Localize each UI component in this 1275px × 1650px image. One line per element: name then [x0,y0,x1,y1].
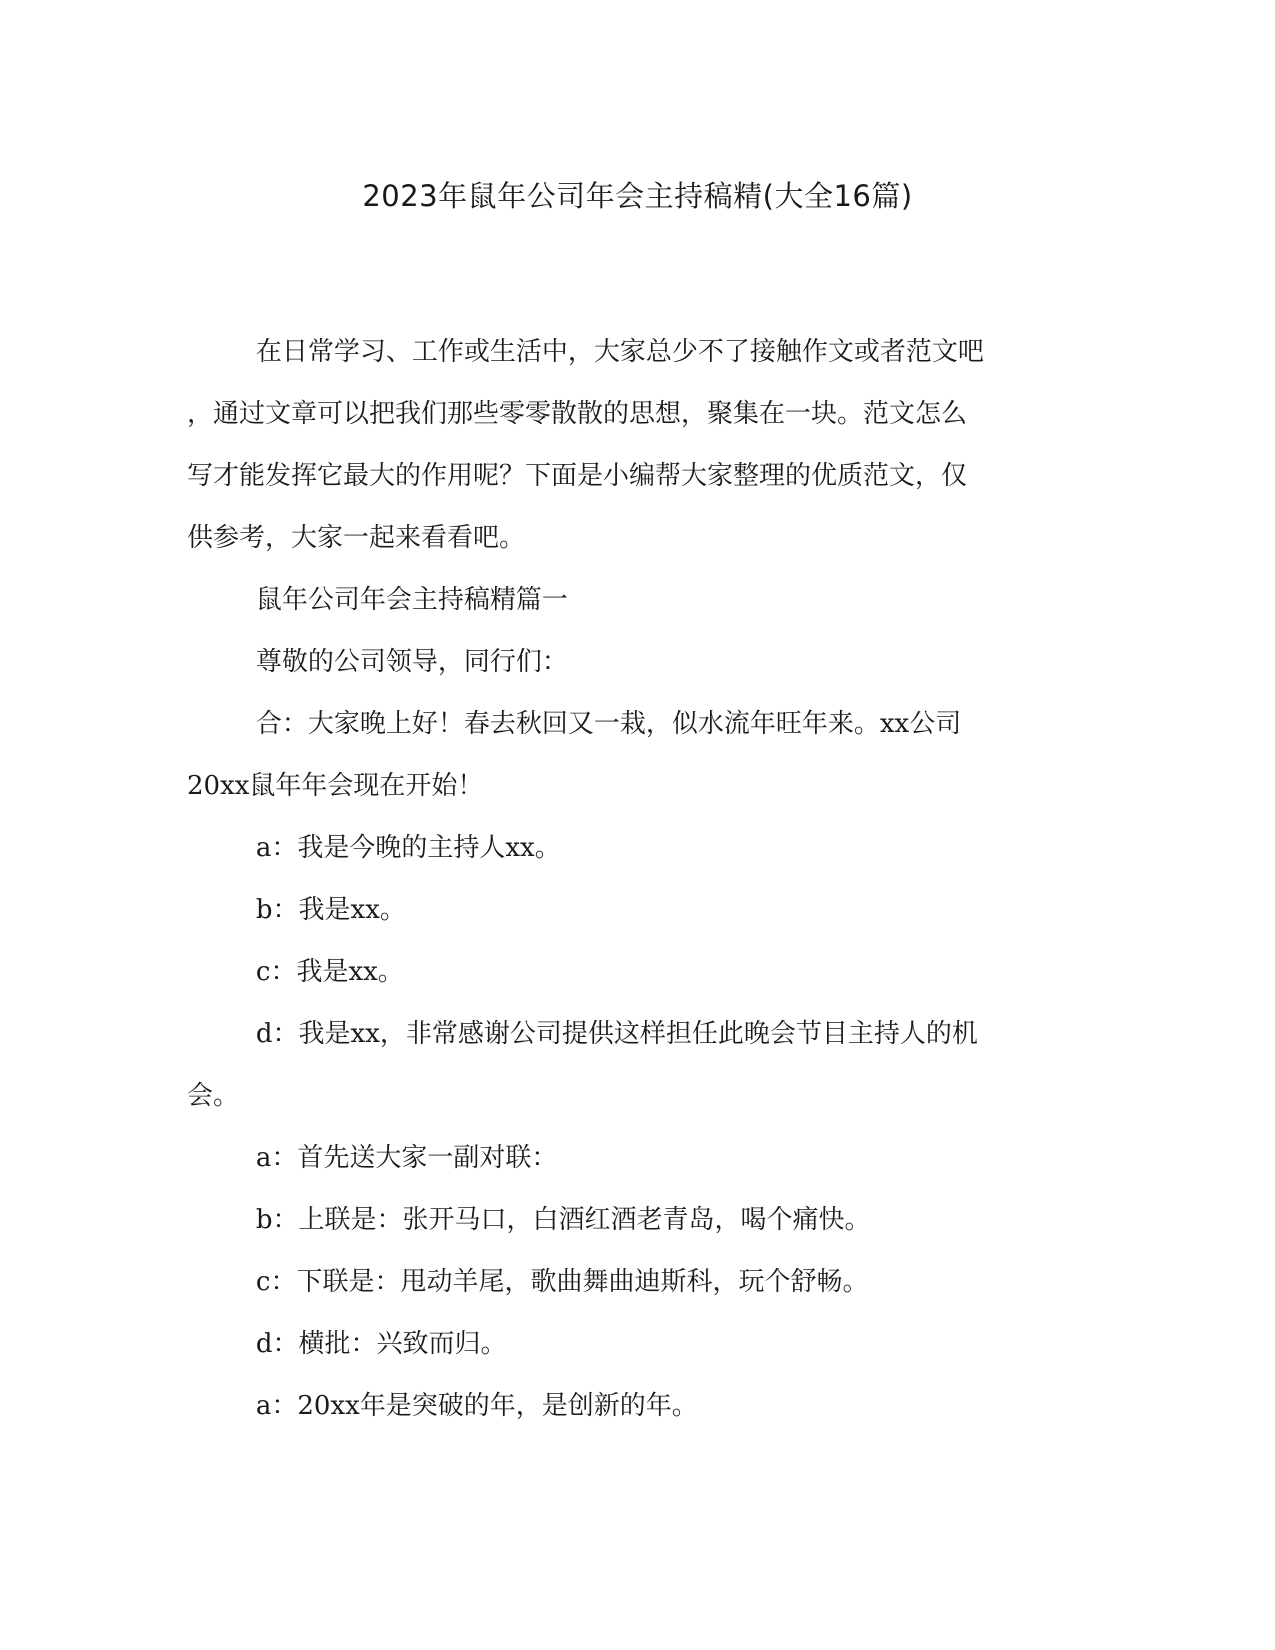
greeting-line: 尊敬的公司领导，同行们： [255,647,568,677]
dialogue-line: a：我是今晚的主持人xx。 [255,833,561,863]
paragraph-line: 供参考，大家一起来看看吧。 [187,523,526,553]
dialogue-line: d：我是xx，非常感谢公司提供这样担任此晚会节目主持人的机 [255,1019,978,1049]
dialogue-line: a：首先送大家一副对联： [255,1143,558,1173]
paragraph-line: 在日常学习、工作或生活中，大家总少不了接触作文或者范文吧 [255,337,984,367]
dialogue-line: 合：大家晚上好！春去秋回又一栽，似水流年旺年来。xx公司 [255,709,962,739]
dialogue-line: b：上联是：张开马口，白酒红酒老青岛，喝个痛快。 [255,1205,871,1235]
paragraph-line: ，通过文章可以把我们那些零零散散的思想，聚集在一块。范文怎么 [187,399,968,429]
dialogue-line: c：我是xx。 [255,957,404,987]
dialogue-line: a：20xx年是突破的年，是创新的年。 [255,1391,698,1421]
document-body [187,321,1067,1437]
document-title: 2023年鼠年公司年会主持稿精(大全16篇) [362,179,913,213]
dialogue-line: d：横批：兴致而归。 [255,1329,507,1359]
dialogue-line: 20xx鼠年年会现在开始！ [187,771,484,801]
dialogue-line: 会。 [187,1081,240,1111]
section-heading: 鼠年公司年会主持稿精篇一 [255,585,568,615]
dialogue-line: b：我是xx。 [255,895,406,925]
paragraph-line: 写才能发挥它最大的作用呢？下面是小编帮大家整理的优质范文，仅 [187,461,968,491]
dialogue-line: c：下联是：甩动羊尾，歌曲舞曲迪斯科，玩个舒畅。 [255,1267,869,1297]
